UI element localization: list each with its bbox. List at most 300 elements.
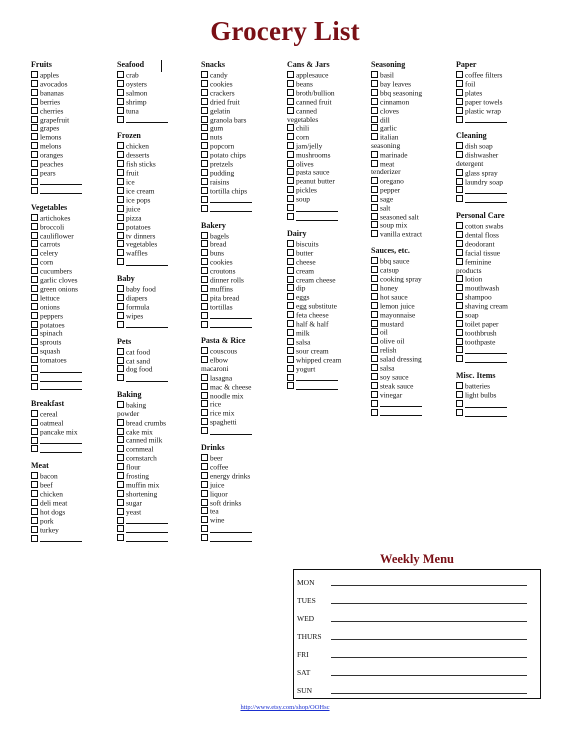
checkbox[interactable]: [117, 534, 124, 541]
list-item: [201, 205, 285, 214]
checkbox[interactable]: [456, 275, 463, 282]
checkbox[interactable]: [456, 169, 463, 176]
checkbox[interactable]: [117, 142, 124, 149]
checkbox[interactable]: [117, 196, 124, 203]
checkbox[interactable]: [287, 160, 294, 167]
checkbox[interactable]: [371, 195, 378, 202]
blank-line[interactable]: [210, 312, 252, 319]
menu-entry-line[interactable]: [331, 669, 527, 676]
checkbox[interactable]: [201, 240, 208, 247]
blank-line[interactable]: [380, 400, 422, 407]
checkbox[interactable]: [117, 463, 124, 470]
checkbox[interactable]: [117, 80, 124, 87]
blank-line[interactable]: [126, 535, 168, 542]
blank-line[interactable]: [465, 401, 507, 408]
footer-link[interactable]: http://www.etsy.com/shop/OOHsc: [240, 704, 330, 711]
checkbox[interactable]: [371, 124, 378, 131]
checkbox[interactable]: [31, 472, 38, 479]
blank-line[interactable]: [40, 535, 82, 542]
checkbox[interactable]: [117, 116, 124, 123]
checkbox[interactable]: [371, 266, 378, 273]
checkbox[interactable]: [201, 418, 208, 425]
checkbox[interactable]: [31, 223, 38, 230]
checkbox[interactable]: [117, 419, 124, 426]
checkbox[interactable]: [201, 249, 208, 256]
checkbox[interactable]: [456, 195, 463, 202]
checkbox[interactable]: [31, 410, 38, 417]
item-label: croutons: [210, 267, 236, 276]
checkbox[interactable]: [371, 400, 378, 407]
checkbox[interactable]: [287, 80, 294, 87]
checkbox[interactable]: [371, 213, 378, 220]
checkbox[interactable]: [371, 186, 378, 193]
checkbox[interactable]: [31, 98, 38, 105]
checkbox[interactable]: [31, 267, 38, 274]
checkbox[interactable]: [287, 356, 294, 363]
checkbox[interactable]: [31, 517, 38, 524]
checkbox[interactable]: [201, 232, 208, 239]
checkbox[interactable]: [31, 312, 38, 319]
checkbox[interactable]: [287, 284, 294, 291]
checkbox[interactable]: [287, 347, 294, 354]
checkbox[interactable]: [456, 222, 463, 229]
list-item: [201, 71, 285, 80]
checkbox[interactable]: [456, 284, 463, 291]
checkbox[interactable]: [31, 142, 38, 149]
blank-line[interactable]: [210, 526, 252, 533]
checkbox[interactable]: [201, 169, 208, 176]
checkbox[interactable]: [31, 508, 38, 515]
checkbox[interactable]: [201, 392, 208, 399]
checkbox[interactable]: [456, 116, 463, 123]
checkbox[interactable]: [371, 391, 378, 398]
blank-line[interactable]: [40, 366, 82, 373]
checkbox[interactable]: [31, 535, 38, 542]
checkbox[interactable]: [371, 409, 378, 416]
checkbox[interactable]: [371, 151, 378, 158]
checkbox[interactable]: [201, 321, 208, 328]
checkbox[interactable]: [287, 177, 294, 184]
checkbox[interactable]: [201, 196, 208, 203]
checkbox[interactable]: [31, 356, 38, 363]
checkbox[interactable]: [31, 499, 38, 506]
blank-line[interactable]: [465, 347, 507, 354]
checkbox[interactable]: [31, 437, 38, 444]
checkbox[interactable]: [456, 258, 463, 265]
checkbox[interactable]: [371, 133, 378, 140]
checkbox[interactable]: [287, 124, 294, 131]
blank-line[interactable]: [40, 383, 82, 390]
checkbox[interactable]: [201, 356, 208, 363]
menu-entry-line[interactable]: [331, 579, 527, 586]
list-item: [456, 346, 540, 355]
checkbox[interactable]: [201, 383, 208, 390]
checkbox[interactable]: [371, 337, 378, 344]
checkbox[interactable]: [201, 71, 208, 78]
checkbox[interactable]: [117, 499, 124, 506]
checkbox[interactable]: [201, 133, 208, 140]
checkbox[interactable]: [31, 526, 38, 533]
checkbox[interactable]: [287, 168, 294, 175]
checkbox[interactable]: [371, 80, 378, 87]
checkbox[interactable]: [201, 124, 208, 131]
checkbox[interactable]: [456, 107, 463, 114]
checkbox[interactable]: [456, 320, 463, 327]
menu-entry-line[interactable]: [331, 687, 527, 694]
checkbox[interactable]: [31, 151, 38, 158]
checkbox[interactable]: [456, 142, 463, 149]
checkbox[interactable]: [371, 346, 378, 353]
checkbox[interactable]: [201, 409, 208, 416]
checkbox[interactable]: [201, 490, 208, 497]
menu-entry-line[interactable]: [331, 633, 527, 640]
checkbox[interactable]: [287, 142, 294, 149]
checkbox[interactable]: [117, 187, 124, 194]
checkbox[interactable]: [117, 321, 124, 328]
checkbox[interactable]: [201, 312, 208, 319]
checkbox[interactable]: [31, 365, 38, 372]
checkbox[interactable]: [371, 320, 378, 327]
checkbox[interactable]: [31, 160, 38, 167]
checkbox[interactable]: [31, 481, 38, 488]
checkbox[interactable]: [201, 151, 208, 158]
checkbox[interactable]: [31, 71, 38, 78]
checkbox[interactable]: [117, 517, 124, 524]
checkbox[interactable]: [117, 490, 124, 497]
checkbox[interactable]: [371, 284, 378, 291]
checkbox[interactable]: [287, 329, 294, 336]
checkbox[interactable]: [117, 223, 124, 230]
checkbox[interactable]: [31, 428, 38, 435]
checkbox[interactable]: [371, 221, 378, 228]
checkbox[interactable]: [117, 525, 124, 532]
checkbox[interactable]: [201, 463, 208, 470]
checkbox[interactable]: [371, 355, 378, 362]
checkbox[interactable]: [287, 276, 294, 283]
checkbox[interactable]: [201, 507, 208, 514]
checkbox[interactable]: [287, 311, 294, 318]
checkbox[interactable]: [31, 329, 38, 336]
checkbox[interactable]: [456, 249, 463, 256]
checkbox[interactable]: [117, 303, 124, 310]
blank-line[interactable]: [210, 196, 252, 203]
checkbox[interactable]: [287, 195, 294, 202]
checkbox[interactable]: [287, 258, 294, 265]
checkbox[interactable]: [117, 178, 124, 185]
checkbox[interactable]: [201, 374, 208, 381]
blank-line[interactable]: [465, 356, 507, 363]
checkbox[interactable]: [456, 240, 463, 247]
checkbox[interactable]: [287, 213, 294, 220]
checkbox[interactable]: [201, 267, 208, 274]
blank-line[interactable]: [40, 437, 82, 444]
blank-line[interactable]: [40, 375, 82, 382]
checkbox[interactable]: [31, 133, 38, 140]
checkbox[interactable]: [287, 89, 294, 96]
checkbox[interactable]: [287, 151, 294, 158]
checkbox[interactable]: [371, 160, 378, 167]
blank-line[interactable]: [126, 517, 168, 524]
checkbox[interactable]: [201, 285, 208, 292]
checkbox[interactable]: [287, 267, 294, 274]
checkbox[interactable]: [117, 71, 124, 78]
checkbox[interactable]: [201, 142, 208, 149]
checkbox[interactable]: [456, 400, 463, 407]
checkbox[interactable]: [117, 445, 124, 452]
list-item: [201, 294, 285, 303]
checkbox[interactable]: [201, 427, 208, 434]
checkbox[interactable]: [31, 124, 38, 131]
blank-line[interactable]: [465, 187, 507, 194]
checkbox[interactable]: [287, 293, 294, 300]
checkbox[interactable]: [117, 374, 124, 381]
checkbox[interactable]: [31, 169, 38, 176]
menu-entry-line[interactable]: [331, 597, 527, 604]
checkbox[interactable]: [31, 276, 38, 283]
checkbox[interactable]: [31, 294, 38, 301]
checkbox[interactable]: [201, 178, 208, 185]
checkbox[interactable]: [117, 169, 124, 176]
checkbox[interactable]: [31, 214, 38, 221]
checkbox[interactable]: [201, 187, 208, 194]
checkbox[interactable]: [287, 365, 294, 372]
checkbox[interactable]: [371, 204, 378, 211]
checkbox[interactable]: [31, 490, 38, 497]
checkbox[interactable]: [371, 293, 378, 300]
checkbox[interactable]: [117, 151, 124, 158]
blank-line[interactable]: [40, 446, 82, 453]
checkbox[interactable]: [31, 240, 38, 247]
checkbox[interactable]: [117, 214, 124, 221]
checkbox[interactable]: [456, 382, 463, 389]
checkbox[interactable]: [201, 98, 208, 105]
checkbox[interactable]: [31, 258, 38, 265]
checkbox[interactable]: [31, 303, 38, 310]
checkbox[interactable]: [117, 481, 124, 488]
checkbox[interactable]: [201, 276, 208, 283]
checkbox[interactable]: [287, 382, 294, 389]
checkbox[interactable]: [31, 107, 38, 114]
checkbox[interactable]: [117, 249, 124, 256]
checkbox[interactable]: [117, 89, 124, 96]
checkbox[interactable]: [456, 329, 463, 336]
checkbox[interactable]: [201, 89, 208, 96]
list-item: [201, 409, 285, 418]
checkbox[interactable]: [31, 419, 38, 426]
checkbox[interactable]: [456, 151, 463, 158]
checkbox[interactable]: [31, 347, 38, 354]
checkbox[interactable]: [31, 80, 38, 87]
checkbox[interactable]: [31, 187, 38, 194]
checkbox[interactable]: [117, 98, 124, 105]
list-item: [456, 275, 540, 284]
checkbox[interactable]: [117, 312, 124, 319]
checkbox[interactable]: [201, 516, 208, 523]
checkbox[interactable]: [31, 321, 38, 328]
checkbox[interactable]: [371, 302, 378, 309]
checkbox[interactable]: [287, 320, 294, 327]
item-label: salsa: [296, 337, 311, 347]
checkbox[interactable]: [371, 98, 378, 105]
checkbox[interactable]: [201, 294, 208, 301]
blank-line[interactable]: [210, 428, 252, 435]
checkbox[interactable]: [201, 160, 208, 167]
checkbox[interactable]: [31, 338, 38, 345]
checkbox[interactable]: [287, 338, 294, 345]
checkbox[interactable]: [117, 401, 124, 408]
checkbox[interactable]: [201, 472, 208, 479]
blank-line[interactable]: [210, 321, 252, 328]
checkbox[interactable]: [371, 107, 378, 114]
blank-line[interactable]: [465, 196, 507, 203]
checkbox[interactable]: [201, 107, 208, 114]
checkbox[interactable]: [371, 275, 378, 282]
checkbox[interactable]: [201, 80, 208, 87]
checkbox[interactable]: [371, 328, 378, 335]
checkbox[interactable]: [287, 107, 294, 114]
checkbox[interactable]: [371, 89, 378, 96]
list-item: [456, 391, 540, 400]
blank-line[interactable]: [40, 187, 82, 194]
list-item: [117, 357, 201, 366]
blank-line[interactable]: [210, 205, 252, 212]
checkbox[interactable]: [287, 133, 294, 140]
list-item: [371, 302, 455, 311]
checkbox[interactable]: [31, 178, 38, 185]
checkbox[interactable]: [117, 508, 124, 515]
item-label: cereal: [40, 409, 58, 419]
checkbox[interactable]: [31, 383, 38, 390]
checkbox[interactable]: [456, 178, 463, 185]
checkbox[interactable]: [117, 258, 124, 265]
blank-line[interactable]: [126, 375, 168, 382]
checkbox[interactable]: [201, 347, 208, 354]
checkbox[interactable]: [201, 205, 208, 212]
blank-line[interactable]: [296, 383, 338, 390]
checkbox[interactable]: [201, 454, 208, 461]
checkbox[interactable]: [456, 355, 463, 362]
checkbox[interactable]: [456, 293, 463, 300]
checkbox[interactable]: [117, 454, 124, 461]
checkbox[interactable]: [31, 249, 38, 256]
blank-line[interactable]: [296, 214, 338, 221]
checkbox[interactable]: [117, 436, 124, 443]
blank-line[interactable]: [296, 205, 338, 212]
checkbox[interactable]: [31, 445, 38, 452]
checkbox[interactable]: [456, 302, 463, 309]
item-label: mushrooms: [296, 150, 331, 160]
checkbox[interactable]: [456, 311, 463, 318]
checkbox[interactable]: [117, 294, 124, 301]
checkbox[interactable]: [456, 89, 463, 96]
checkbox[interactable]: [371, 257, 378, 264]
checkbox[interactable]: [287, 98, 294, 105]
checkbox[interactable]: [31, 285, 38, 292]
checkbox[interactable]: [456, 231, 463, 238]
item-label: batteries: [465, 382, 491, 391]
checkbox[interactable]: [371, 230, 378, 237]
checkbox[interactable]: [456, 71, 463, 78]
checkbox[interactable]: [287, 186, 294, 193]
checkbox[interactable]: [117, 428, 124, 435]
checkbox[interactable]: [117, 240, 124, 247]
checkbox[interactable]: [287, 71, 294, 78]
checkbox[interactable]: [201, 116, 208, 123]
list-item: [287, 160, 371, 169]
item-label: sage: [380, 194, 394, 204]
checkbox[interactable]: [117, 285, 124, 292]
list-item: [456, 186, 540, 195]
checkbox[interactable]: [456, 391, 463, 398]
checkbox[interactable]: [117, 232, 124, 239]
item-label: biscuits: [296, 239, 319, 249]
checkbox[interactable]: [287, 302, 294, 309]
checkbox[interactable]: [201, 400, 208, 407]
checkbox[interactable]: [201, 258, 208, 265]
checkbox[interactable]: [117, 365, 124, 372]
checkbox[interactable]: [117, 205, 124, 212]
blank-line[interactable]: [296, 374, 338, 381]
checkbox[interactable]: [287, 374, 294, 381]
checkbox[interactable]: [456, 80, 463, 87]
checkbox[interactable]: [371, 311, 378, 318]
menu-entry-line[interactable]: [331, 615, 527, 622]
checkbox[interactable]: [31, 116, 38, 123]
blank-line[interactable]: [126, 116, 168, 123]
checkbox[interactable]: [371, 382, 378, 389]
checkbox[interactable]: [371, 71, 378, 78]
checkbox[interactable]: [201, 534, 208, 541]
checkbox[interactable]: [456, 346, 463, 353]
checkbox[interactable]: [456, 98, 463, 105]
checkbox[interactable]: [287, 240, 294, 247]
checkbox[interactable]: [371, 116, 378, 123]
checkbox[interactable]: [201, 525, 208, 532]
checkbox[interactable]: [201, 499, 208, 506]
checkbox[interactable]: [117, 472, 124, 479]
blank-line[interactable]: [465, 410, 507, 417]
checkbox[interactable]: [117, 357, 124, 364]
checkbox[interactable]: [117, 107, 124, 114]
blank-line[interactable]: [40, 178, 82, 185]
checkbox[interactable]: [117, 160, 124, 167]
checkbox[interactable]: [31, 232, 38, 239]
checkbox[interactable]: [456, 409, 463, 416]
list-item: [31, 383, 115, 392]
checkbox[interactable]: [287, 204, 294, 211]
checkbox[interactable]: [201, 303, 208, 310]
checkbox[interactable]: [456, 338, 463, 345]
blank-line[interactable]: [126, 259, 168, 266]
checkbox[interactable]: [201, 481, 208, 488]
checkbox[interactable]: [371, 177, 378, 184]
checkbox[interactable]: [117, 348, 124, 355]
blank-line[interactable]: [126, 321, 168, 328]
item-label: cooking spray: [380, 275, 422, 284]
blank-line[interactable]: [465, 116, 507, 123]
checkbox[interactable]: [371, 364, 378, 371]
checkbox[interactable]: [31, 374, 38, 381]
item-label: lettuce: [40, 293, 60, 303]
checkbox[interactable]: [456, 186, 463, 193]
checkbox[interactable]: [371, 373, 378, 380]
checkbox[interactable]: [287, 249, 294, 256]
blank-line[interactable]: [380, 409, 422, 416]
checkbox[interactable]: [31, 89, 38, 96]
menu-entry-line[interactable]: [331, 651, 527, 658]
blank-line[interactable]: [126, 526, 168, 533]
blank-line[interactable]: [210, 535, 252, 542]
